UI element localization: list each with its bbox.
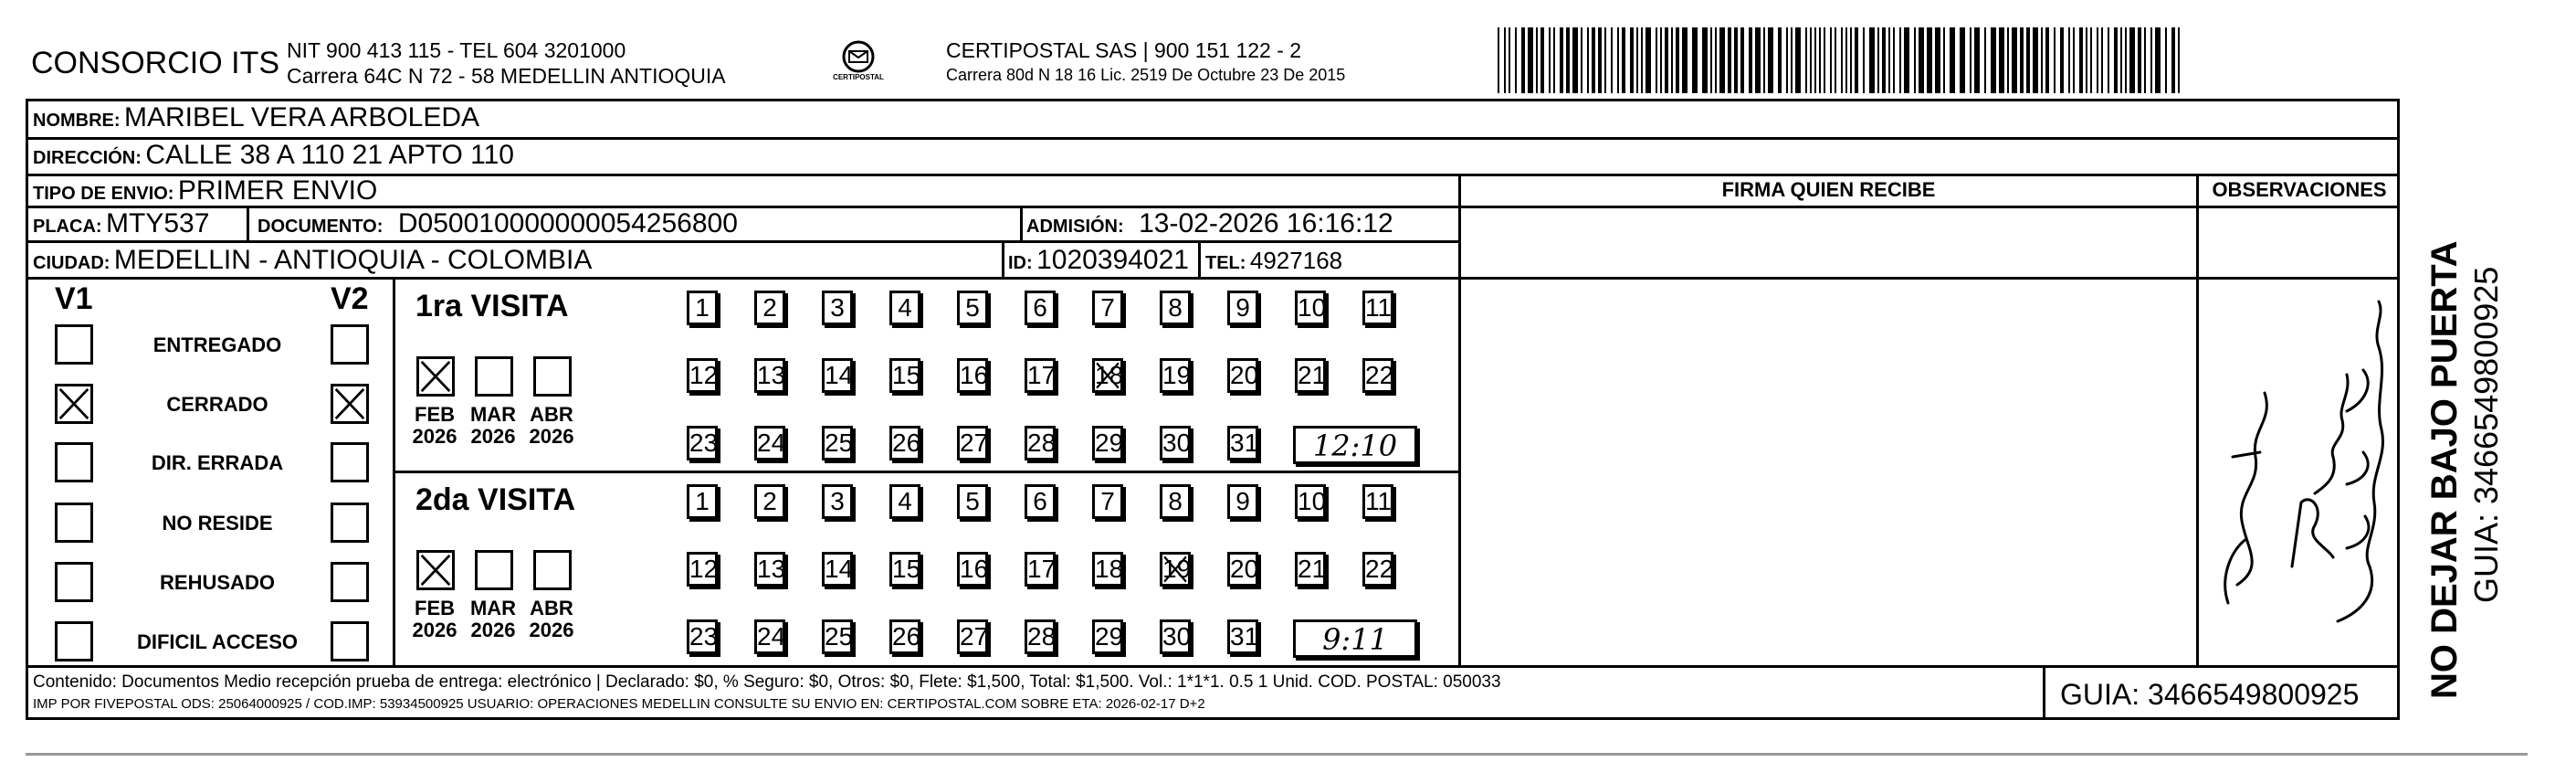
day-box[interactable]: 27	[957, 426, 988, 460]
id-label: ID:	[1008, 253, 1033, 273]
month-year: 2026	[470, 425, 516, 448]
ciudad-label: CIUDAD:	[33, 253, 110, 273]
day-box[interactable]: 2	[754, 484, 785, 519]
status-v1-checkbox[interactable]	[55, 442, 93, 482]
day-box[interactable]: 15	[889, 552, 920, 587]
status-v2-checkbox[interactable]	[331, 503, 369, 543]
day-box[interactable]: 24	[754, 619, 785, 654]
day-box[interactable]: 27	[957, 619, 988, 654]
day-box[interactable]: 20	[1227, 358, 1258, 393]
day-box[interactable]: 25	[822, 619, 853, 654]
admision-value: 13-02-2026 16:16:12	[1139, 208, 1393, 238]
day-box[interactable]: 25	[822, 426, 853, 460]
footer-guia: GUIA: 3466549800925	[2060, 678, 2360, 711]
day-box[interactable]: 26	[889, 426, 920, 460]
month-name: FEB	[415, 597, 455, 619]
day-box[interactable]: 31	[1227, 426, 1258, 460]
envelope-icon	[831, 37, 886, 91]
status-v1-checkbox[interactable]	[55, 503, 93, 543]
visit-title: 1ra VISITA	[415, 289, 569, 323]
day-box[interactable]: 12	[687, 358, 718, 393]
status-v2-checkbox[interactable]	[331, 562, 369, 602]
day-box[interactable]: 15	[889, 358, 920, 393]
day-box[interactable]: 26	[889, 619, 920, 654]
day-box[interactable]: 22	[1362, 552, 1393, 587]
nombre-row	[33, 102, 479, 133]
month-label	[524, 404, 579, 448]
direccion-label: DIRECCIÓN:	[33, 148, 142, 168]
day-box[interactable]: 10	[1295, 484, 1326, 519]
documento-value: D050010000000054256800	[397, 208, 738, 238]
month-name: ABR	[530, 597, 573, 619]
handwritten-signature	[2210, 274, 2392, 658]
visit-time-box[interactable]: 12:10	[1293, 426, 1417, 464]
day-box[interactable]: 21	[1295, 552, 1326, 587]
month-year: 2026	[412, 619, 457, 641]
status-v1-checkbox[interactable]	[55, 562, 93, 602]
day-box[interactable]: 9	[1227, 291, 1258, 325]
v2-label: V2	[331, 281, 369, 316]
day-box[interactable]: 16	[957, 358, 988, 393]
day-box[interactable]: 6	[1025, 291, 1056, 325]
footer-line1: Contenido: Documentos Medio recepción prueba de entrega: electrónico | Declarado: $0, % Seguro: $0, Otros: $0, Flete: $1,500, Total: $1,500. Vol.: 1*1*1. 0.5 1 Unid. COD. POSTAL: 050033	[33, 672, 1501, 692]
month-name: FEB	[415, 403, 455, 426]
day-box[interactable]: 2	[754, 291, 785, 325]
day-box[interactable]: 10	[1295, 291, 1326, 325]
check-mark-icon	[419, 359, 452, 394]
day-box[interactable]: 11	[1362, 484, 1393, 519]
day-box[interactable]: 3	[822, 291, 853, 325]
day-box[interactable]: 18	[1092, 358, 1123, 393]
day-box[interactable]: 14	[822, 358, 853, 393]
day-box[interactable]: 24	[754, 426, 785, 460]
side-warning: NO DEJAR BAJO PUERTA	[2424, 240, 2465, 699]
status-label: DIFICIL ACCESO	[136, 630, 298, 653]
month-name: MAR	[469, 403, 517, 426]
day-box[interactable]: 19	[1160, 358, 1191, 393]
status-label: ENTREGADO	[152, 333, 282, 356]
tipo-value: PRIMER ENVIO	[177, 175, 378, 206]
check-mark-icon	[333, 386, 366, 421]
logo-text: CERTIPOSTAL	[833, 73, 884, 81]
day-box[interactable]: 6	[1025, 484, 1056, 519]
admision-label: ADMISIÓN:	[1026, 217, 1124, 237]
day-box[interactable]: 21	[1295, 358, 1326, 393]
nombre-value: MARIBEL VERA ARBOLEDA	[124, 102, 480, 132]
month-label	[466, 598, 520, 641]
status-label: REHUSADO	[160, 571, 275, 594]
day-box[interactable]: 5	[957, 484, 988, 519]
day-box[interactable]: 14	[822, 552, 853, 587]
id-row	[1008, 245, 1189, 276]
tipo-row	[33, 175, 377, 206]
month-name: ABR	[530, 403, 573, 426]
documento-row	[258, 208, 738, 239]
day-box[interactable]: 31	[1227, 619, 1258, 654]
day-box[interactable]: 17	[1025, 552, 1056, 587]
ciudad-row	[33, 245, 592, 276]
month-checkbox[interactable]	[416, 550, 455, 590]
status-label: CERRADO	[166, 393, 268, 416]
day-box[interactable]: 5	[957, 291, 988, 325]
day-box[interactable]: 7	[1092, 484, 1123, 519]
admision-row	[1026, 208, 1393, 239]
check-mark-icon	[58, 386, 90, 421]
status-v1-checkbox[interactable]	[55, 324, 93, 365]
company-name: CONSORCIO ITS	[31, 46, 280, 80]
certipostal-logo	[831, 37, 886, 91]
check-mark-icon	[1162, 555, 1188, 584]
id-value: 1020394021	[1036, 245, 1189, 275]
tipo-label: TIPO DE ENVIO:	[33, 184, 174, 204]
ciudad-value: MEDELLIN - ANTIOQUIA - COLOMBIA	[113, 245, 593, 275]
tel-label: TEL:	[1205, 253, 1246, 273]
day-box[interactable]: 23	[687, 426, 718, 460]
month-name: MAR	[469, 597, 517, 619]
day-box[interactable]: 8	[1160, 291, 1191, 325]
status-v1-checkbox[interactable]	[55, 384, 93, 424]
day-box[interactable]: 28	[1025, 426, 1056, 460]
day-box[interactable]: 4	[889, 484, 920, 519]
day-box[interactable]: 1	[687, 291, 718, 325]
direccion-value: CALLE 38 A 110 21 APTO 110	[145, 140, 514, 170]
day-box[interactable]: 19	[1160, 552, 1191, 587]
day-box[interactable]: 23	[687, 619, 718, 654]
day-box[interactable]: 4	[889, 291, 920, 325]
month-label	[524, 598, 579, 641]
day-box[interactable]: 29	[1092, 619, 1123, 654]
month-year: 2026	[529, 425, 574, 448]
day-box[interactable]: 7	[1092, 291, 1123, 325]
barcode	[1498, 27, 2182, 93]
day-box[interactable]: 13	[754, 358, 785, 393]
month-year: 2026	[412, 425, 457, 448]
placa-row	[33, 208, 209, 239]
day-box[interactable]: 16	[957, 552, 988, 587]
firma-header: FIRMA QUIEN RECIBE	[1721, 178, 1936, 201]
month-year: 2026	[470, 619, 516, 641]
month-checkbox[interactable]	[533, 356, 572, 397]
v1-label: V1	[55, 281, 93, 316]
placa-value: MTY537	[106, 208, 210, 238]
direccion-row	[33, 140, 514, 171]
month-year: 2026	[529, 619, 574, 641]
day-box[interactable]: 12	[687, 552, 718, 587]
month-checkbox[interactable]	[475, 356, 513, 397]
tel-value: 4927168	[1249, 247, 1343, 274]
status-v2-checkbox[interactable]	[331, 442, 369, 482]
day-box[interactable]: 8	[1160, 484, 1191, 519]
check-mark-icon	[419, 553, 452, 587]
day-box[interactable]: 30	[1160, 619, 1191, 654]
footer-line2: IMP POR FIVEPOSTAL ODS: 25064000925 / COD.IMP: 53934500925 USUARIO: OPERACIONES MEDELLIN CONSULTE SU ENVIO EN: CERTIPOSTAL.COM SOBRE ETA: 2026-02-17 D+2	[33, 696, 1205, 712]
status-v1-checkbox[interactable]	[55, 621, 93, 661]
day-box[interactable]: 1	[687, 484, 718, 519]
documento-label: DOCUMENTO:	[258, 217, 384, 237]
month-checkbox[interactable]	[475, 550, 513, 590]
observaciones-header: OBSERVACIONES	[2212, 178, 2387, 201]
visit-title: 2da VISITA	[415, 482, 576, 517]
month-label	[407, 404, 462, 448]
status-label: NO RESIDE	[162, 512, 273, 534]
status-v2-checkbox[interactable]	[331, 324, 369, 365]
placa-label: PLACA:	[33, 217, 102, 237]
day-box[interactable]: 3	[822, 484, 853, 519]
day-box[interactable]: 13	[754, 552, 785, 587]
day-box[interactable]: 29	[1092, 426, 1123, 460]
status-v2-checkbox[interactable]	[331, 621, 369, 661]
day-box[interactable]: 11	[1362, 291, 1393, 325]
month-checkbox[interactable]	[416, 356, 455, 397]
status-v2-checkbox[interactable]	[331, 384, 369, 424]
day-box[interactable]: 22	[1362, 358, 1393, 393]
check-mark-icon	[1095, 361, 1120, 390]
visit-time-box[interactable]: 9:11	[1293, 619, 1417, 658]
certipostal-line: CERTIPOSTAL SAS | 900 151 122 - 2	[946, 38, 1302, 62]
status-label: DIR. ERRADA	[151, 451, 284, 474]
company-address: Carrera 64C N 72 - 58 MEDELLIN ANTIOQUIA	[287, 64, 726, 88]
day-box[interactable]: 9	[1227, 484, 1258, 519]
certipostal-address: Carrera 80d N 18 16 Lic. 2519 De Octubre 23 De 2015	[946, 66, 1346, 84]
day-box[interactable]: 17	[1025, 358, 1056, 393]
month-label	[407, 598, 462, 641]
side-guia: GUIA: 3466549800925	[2467, 266, 2505, 603]
day-box[interactable]: 18	[1092, 552, 1123, 587]
day-box[interactable]: 28	[1025, 619, 1056, 654]
day-box[interactable]: 30	[1160, 426, 1191, 460]
month-checkbox[interactable]	[533, 550, 572, 590]
tel-row	[1205, 247, 1342, 275]
nombre-label: NOMBRE:	[33, 111, 121, 131]
month-label	[466, 404, 520, 448]
nit-line: NIT 900 413 115 - TEL 604 3201000	[287, 38, 626, 62]
day-box[interactable]: 20	[1227, 552, 1258, 587]
